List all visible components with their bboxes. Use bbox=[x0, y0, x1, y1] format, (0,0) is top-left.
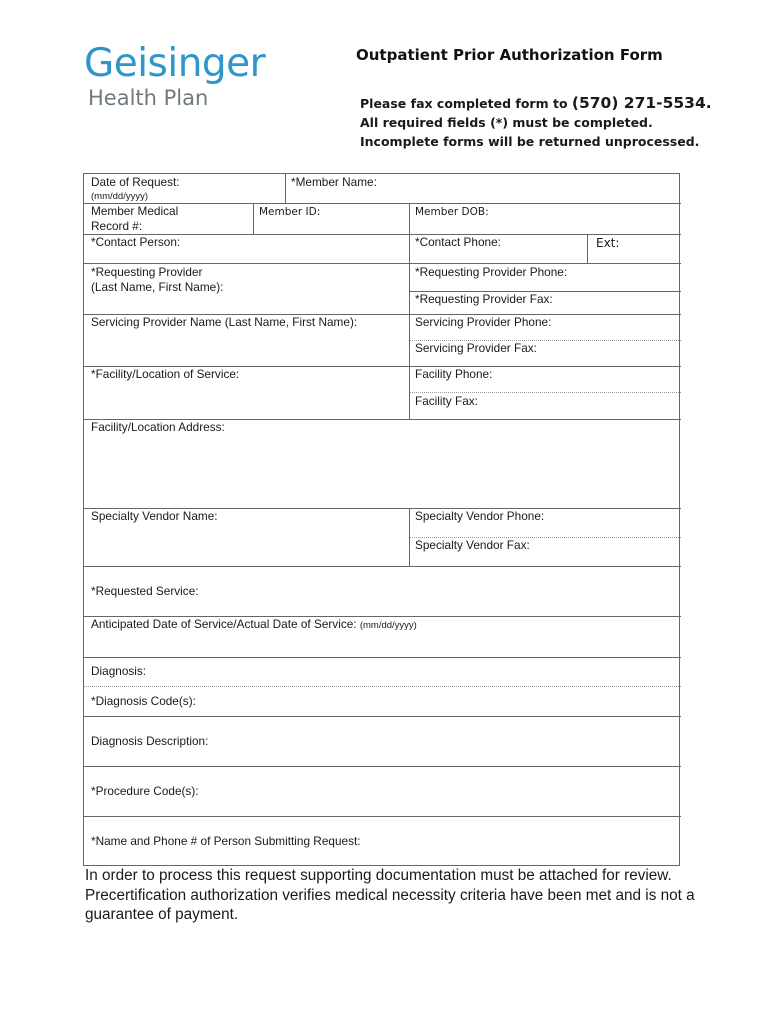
procedure-codes-label: *Procedure Code(s): bbox=[91, 784, 199, 798]
diagnosis-description-label: Diagnosis Description: bbox=[91, 734, 209, 748]
submitter-label: *Name and Phone # of Person Submitting Request: bbox=[91, 834, 361, 848]
fax-prefix: Please fax completed form to bbox=[360, 96, 572, 111]
requesting-provider-label: *Requesting Provider bbox=[91, 265, 203, 279]
diagnosis-label: Diagnosis: bbox=[91, 664, 147, 678]
specialty-vendor-name-label: Specialty Vendor Name: bbox=[91, 509, 218, 523]
anticipated-date-text: Anticipated Date of Service/Actual Date of Service: bbox=[91, 617, 357, 631]
facility-address-label: Facility/Location Address: bbox=[91, 420, 225, 434]
requested-service-label: *Requested Service: bbox=[91, 584, 199, 598]
form-title: Outpatient Prior Authorization Form bbox=[356, 46, 663, 64]
logo-brand: Geisinger bbox=[84, 41, 266, 86]
authorization-form bbox=[83, 173, 680, 866]
servicing-provider-name-label: Servicing Provider Name (Last Name, First Name): bbox=[91, 315, 358, 329]
form-header bbox=[356, 46, 712, 149]
ext-label: Ext: bbox=[596, 236, 620, 250]
fax-number: (570) 271-5534. bbox=[571, 94, 712, 112]
date-of-request-label: Date of Request: bbox=[91, 175, 180, 189]
date-format-hint: (mm/dd/yyyy) bbox=[91, 191, 148, 202]
contact-person-label: *Contact Person: bbox=[91, 235, 181, 249]
requesting-provider-fax-label: *Requesting Provider Fax: bbox=[415, 292, 553, 306]
footer-disclaimer: In order to process this request supporting documentation must be attached for review. Precertification authorization verifies medical necessity criteria have been met and is not a guarantee of payment. bbox=[85, 867, 695, 923]
contact-phone-label: *Contact Phone: bbox=[415, 235, 501, 249]
fax-instruction bbox=[360, 94, 712, 113]
incomplete-forms-note: Incomplete forms will be returned unprocessed. bbox=[360, 134, 700, 149]
member-dob-label: Member DOB: bbox=[415, 206, 489, 218]
diagnosis-codes-label: *Diagnosis Code(s): bbox=[91, 694, 196, 708]
header-notes bbox=[360, 94, 712, 151]
facility-phone-label: Facility Phone: bbox=[415, 367, 493, 381]
member-id-label: Member ID: bbox=[259, 206, 321, 218]
servicing-provider-phone-label: Servicing Provider Phone: bbox=[415, 315, 552, 329]
member-name-label: *Member Name: bbox=[291, 175, 377, 189]
specialty-vendor-fax-label: Specialty Vendor Fax: bbox=[415, 538, 530, 552]
required-fields-note: All required fields (*) must be completed. bbox=[360, 115, 653, 130]
specialty-vendor-phone-label: Specialty Vendor Phone: bbox=[415, 509, 545, 523]
requesting-provider-name-format: (Last Name, First Name): bbox=[91, 280, 224, 294]
member-medical-record-label: Member Medical bbox=[91, 204, 179, 218]
requesting-provider-phone-label: *Requesting Provider Phone: bbox=[415, 265, 568, 279]
geisinger-logo bbox=[84, 42, 265, 110]
servicing-provider-fax-label: Servicing Provider Fax: bbox=[415, 341, 537, 355]
facility-location-label: *Facility/Location of Service: bbox=[91, 367, 240, 381]
facility-fax-label: Facility Fax: bbox=[415, 394, 478, 408]
logo-subtitle: Health Plan bbox=[88, 86, 209, 110]
anticipated-date-label bbox=[91, 617, 417, 633]
anticipated-date-format: (mm/dd/yyyy) bbox=[359, 620, 417, 631]
member-medical-record-label-2: Record #: bbox=[91, 219, 143, 233]
